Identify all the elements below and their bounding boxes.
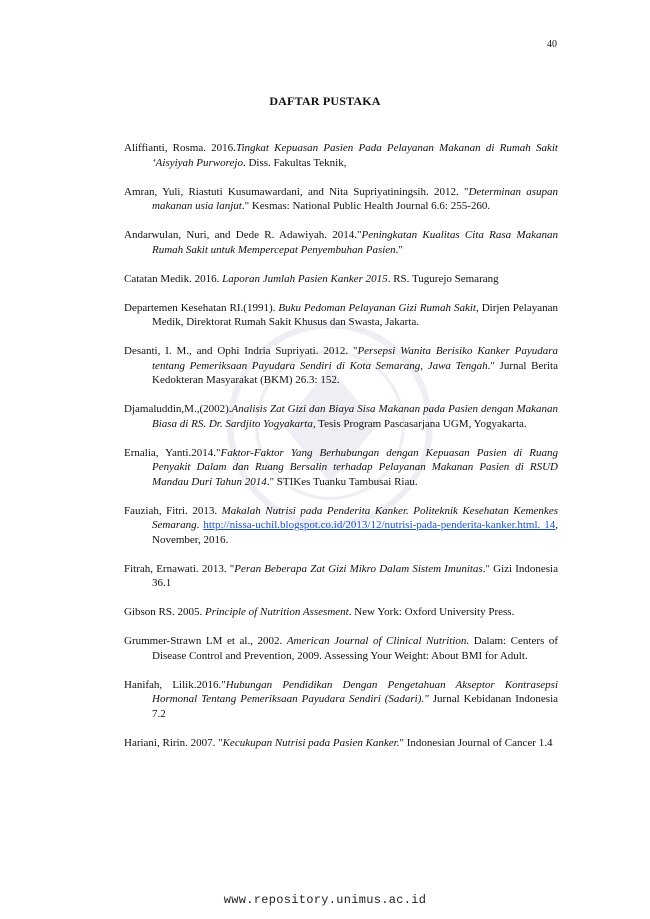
reference-text: . RS. Tugurejo Semarang: [387, 272, 499, 285]
reference-title: Peran Beberapa Zat Gizi Mikro Dalam Sistem Imunitas: [234, 562, 483, 575]
reference-text: Hariani, Ririn. 2007. ": [124, 736, 223, 749]
reference-title: Determinan asupan makanan usia lanjut: [152, 185, 558, 212]
reference-title: Peningkatan Kualitas Cita Rasa Makanan Rumah Sakit untuk Mempercepat Penyembuhan Pasien: [152, 229, 558, 256]
reference-text: . New York: Oxford University Press.: [348, 606, 515, 618]
reference-entry: [124, 185, 558, 214]
reference-title: Hubungan Pendidikan Dengan Pengetahuan Akseptor Kontrasepsi Hormonal Tentang Pemeriksaan Payudara Sendiri (Sadari).": [152, 678, 558, 705]
reference-entry: [124, 446, 558, 490]
reference-title: Buku Pedoman Pelayanan Gizi Rumah Sakit: [278, 301, 476, 314]
reference-title: Persepsi Wanita Berisiko Kanker Payudara tentang Pemeriksaan Payudara Sendiri di Kota Semarang, Jawa Tengah: [152, 345, 558, 372]
reference-entry: [124, 272, 558, 287]
reference-title: Makalah Nutrisi pada Penderita Kanker. Politeknik Kesehatan Kemenkes Semarang: [152, 504, 558, 531]
reference-list: [124, 141, 558, 765]
reference-entry: [124, 301, 558, 330]
reference-text: Catatan Medik. 2016.: [124, 272, 223, 285]
reference-text: Hanifah, Lilik.2016.": [124, 678, 226, 691]
reference-url-link[interactable]: http://nissa-uchil.blogspot.co.id/2013/12/nutrisi-pada-penderita-kanker.html. 14: [203, 519, 556, 531]
reference-text: ." STIKes Tuanku Tambusai Riau.: [266, 475, 418, 488]
reference-entry: [124, 634, 558, 663]
reference-text: Departemen Kesehatan RI.(1991).: [124, 301, 279, 314]
reference-text: Gibson RS. 2005.: [124, 606, 205, 618]
reference-entry: [124, 562, 558, 591]
reference-text: .: [196, 519, 204, 531]
reference-entry: [124, 678, 558, 722]
reference-text: . Diss. Fakultas Teknik,: [242, 156, 347, 169]
reference-entry: [124, 504, 558, 548]
reference-text: , Dirjen Pelayanan Medik, Direktorat Rumah Sakit Khusus dan Swasta, Jakarta.: [152, 301, 558, 328]
reference-title: American Journal of Clinical Nutrition.: [286, 635, 470, 647]
reference-entry: [124, 402, 558, 431]
reference-text: ." Gizi Indonesia 36.1: [152, 562, 559, 589]
reference-text: Amran, Yuli, Riastuti Kusumawardani, and Nita Supriyatiningsih. 2012. ": [124, 185, 469, 198]
reference-text: Djamaluddin,M.,(2002).: [124, 403, 232, 415]
reference-entry: [124, 605, 558, 620]
reference-text: Andarwulan, Nuri, and Dede R. Adawiyah. 2014.": [124, 229, 362, 241]
reference-title: Principle of Nutrition Assesment: [205, 606, 349, 618]
reference-text: Aliffianti, Rosma. 2016.: [124, 142, 236, 154]
reference-text: Dalam: Centers of Disease Control and Prevention, 2009. Assessing Your Weight: About BMI for Adult.: [152, 635, 559, 662]
reference-entry: [124, 344, 558, 388]
reference-text: Fauziah, Fitri. 2013.: [124, 504, 222, 517]
reference-title: Kecukupan Nutrisi pada Pasien Kanker.: [222, 736, 400, 749]
reference-text: .": [395, 243, 403, 256]
page-title: DAFTAR PUSTAKA: [269, 94, 381, 108]
reference-title: Faktor-Faktor Yang Berhubungan dengan Kepuasan Pasien di Ruang Penyakit Dalam dan Ruang Bersalin terhadap Pelayanan Makanan Pasien di RSUD Mandau Duri Tahun 2014: [152, 446, 558, 488]
reference-text: , November, 2016.: [152, 519, 559, 546]
reference-entry: [124, 736, 558, 751]
reference-text: Jurnal Kebidanan Indonesia 7.2: [152, 693, 559, 720]
reference-text: Grummer-Strawn LM et al., 2002.: [124, 635, 287, 647]
reference-text: " Indonesian Journal of Cancer 1.4: [399, 736, 553, 749]
reference-entry: [124, 228, 558, 257]
reference-entry: [124, 141, 558, 170]
reference-text: ." Kesmas: National Public Health Journal 6.6: 255-260.: [241, 200, 491, 212]
reference-text: ." Jurnal Berita Kedokteran Masyarakat (BKM) 26.3: 152.: [152, 359, 558, 386]
reference-title: Tingkat Kepuasan Pasien Pada Pelayanan Makanan di Rumah Sakit ‘Aisyiyah Purworejo: [152, 142, 558, 169]
reference-text: Fitrah, Ernawati. 2013. ": [124, 562, 235, 575]
reference-title: Laporan Jumlah Pasien Kanker 2015: [222, 272, 388, 285]
page-number: 40: [547, 39, 557, 50]
reference-text: Ernalia, Yanti.2014.": [124, 446, 221, 459]
reference-text: Desanti, I. M., and Ophi Indria Supriyati. 2012. ": [124, 345, 358, 357]
repository-footer: www.repository.unimus.ac.id: [223, 893, 427, 907]
reference-text: , Tesis Program Pascasarjana UGM, Yogyakarta.: [312, 417, 527, 430]
reference-title: Analisis Zat Gizi dan Biaya Sisa Makanan pada Pasien dengan Makanan Biasa di RS. Dr. Sardjito Yogyakarta: [152, 403, 558, 430]
